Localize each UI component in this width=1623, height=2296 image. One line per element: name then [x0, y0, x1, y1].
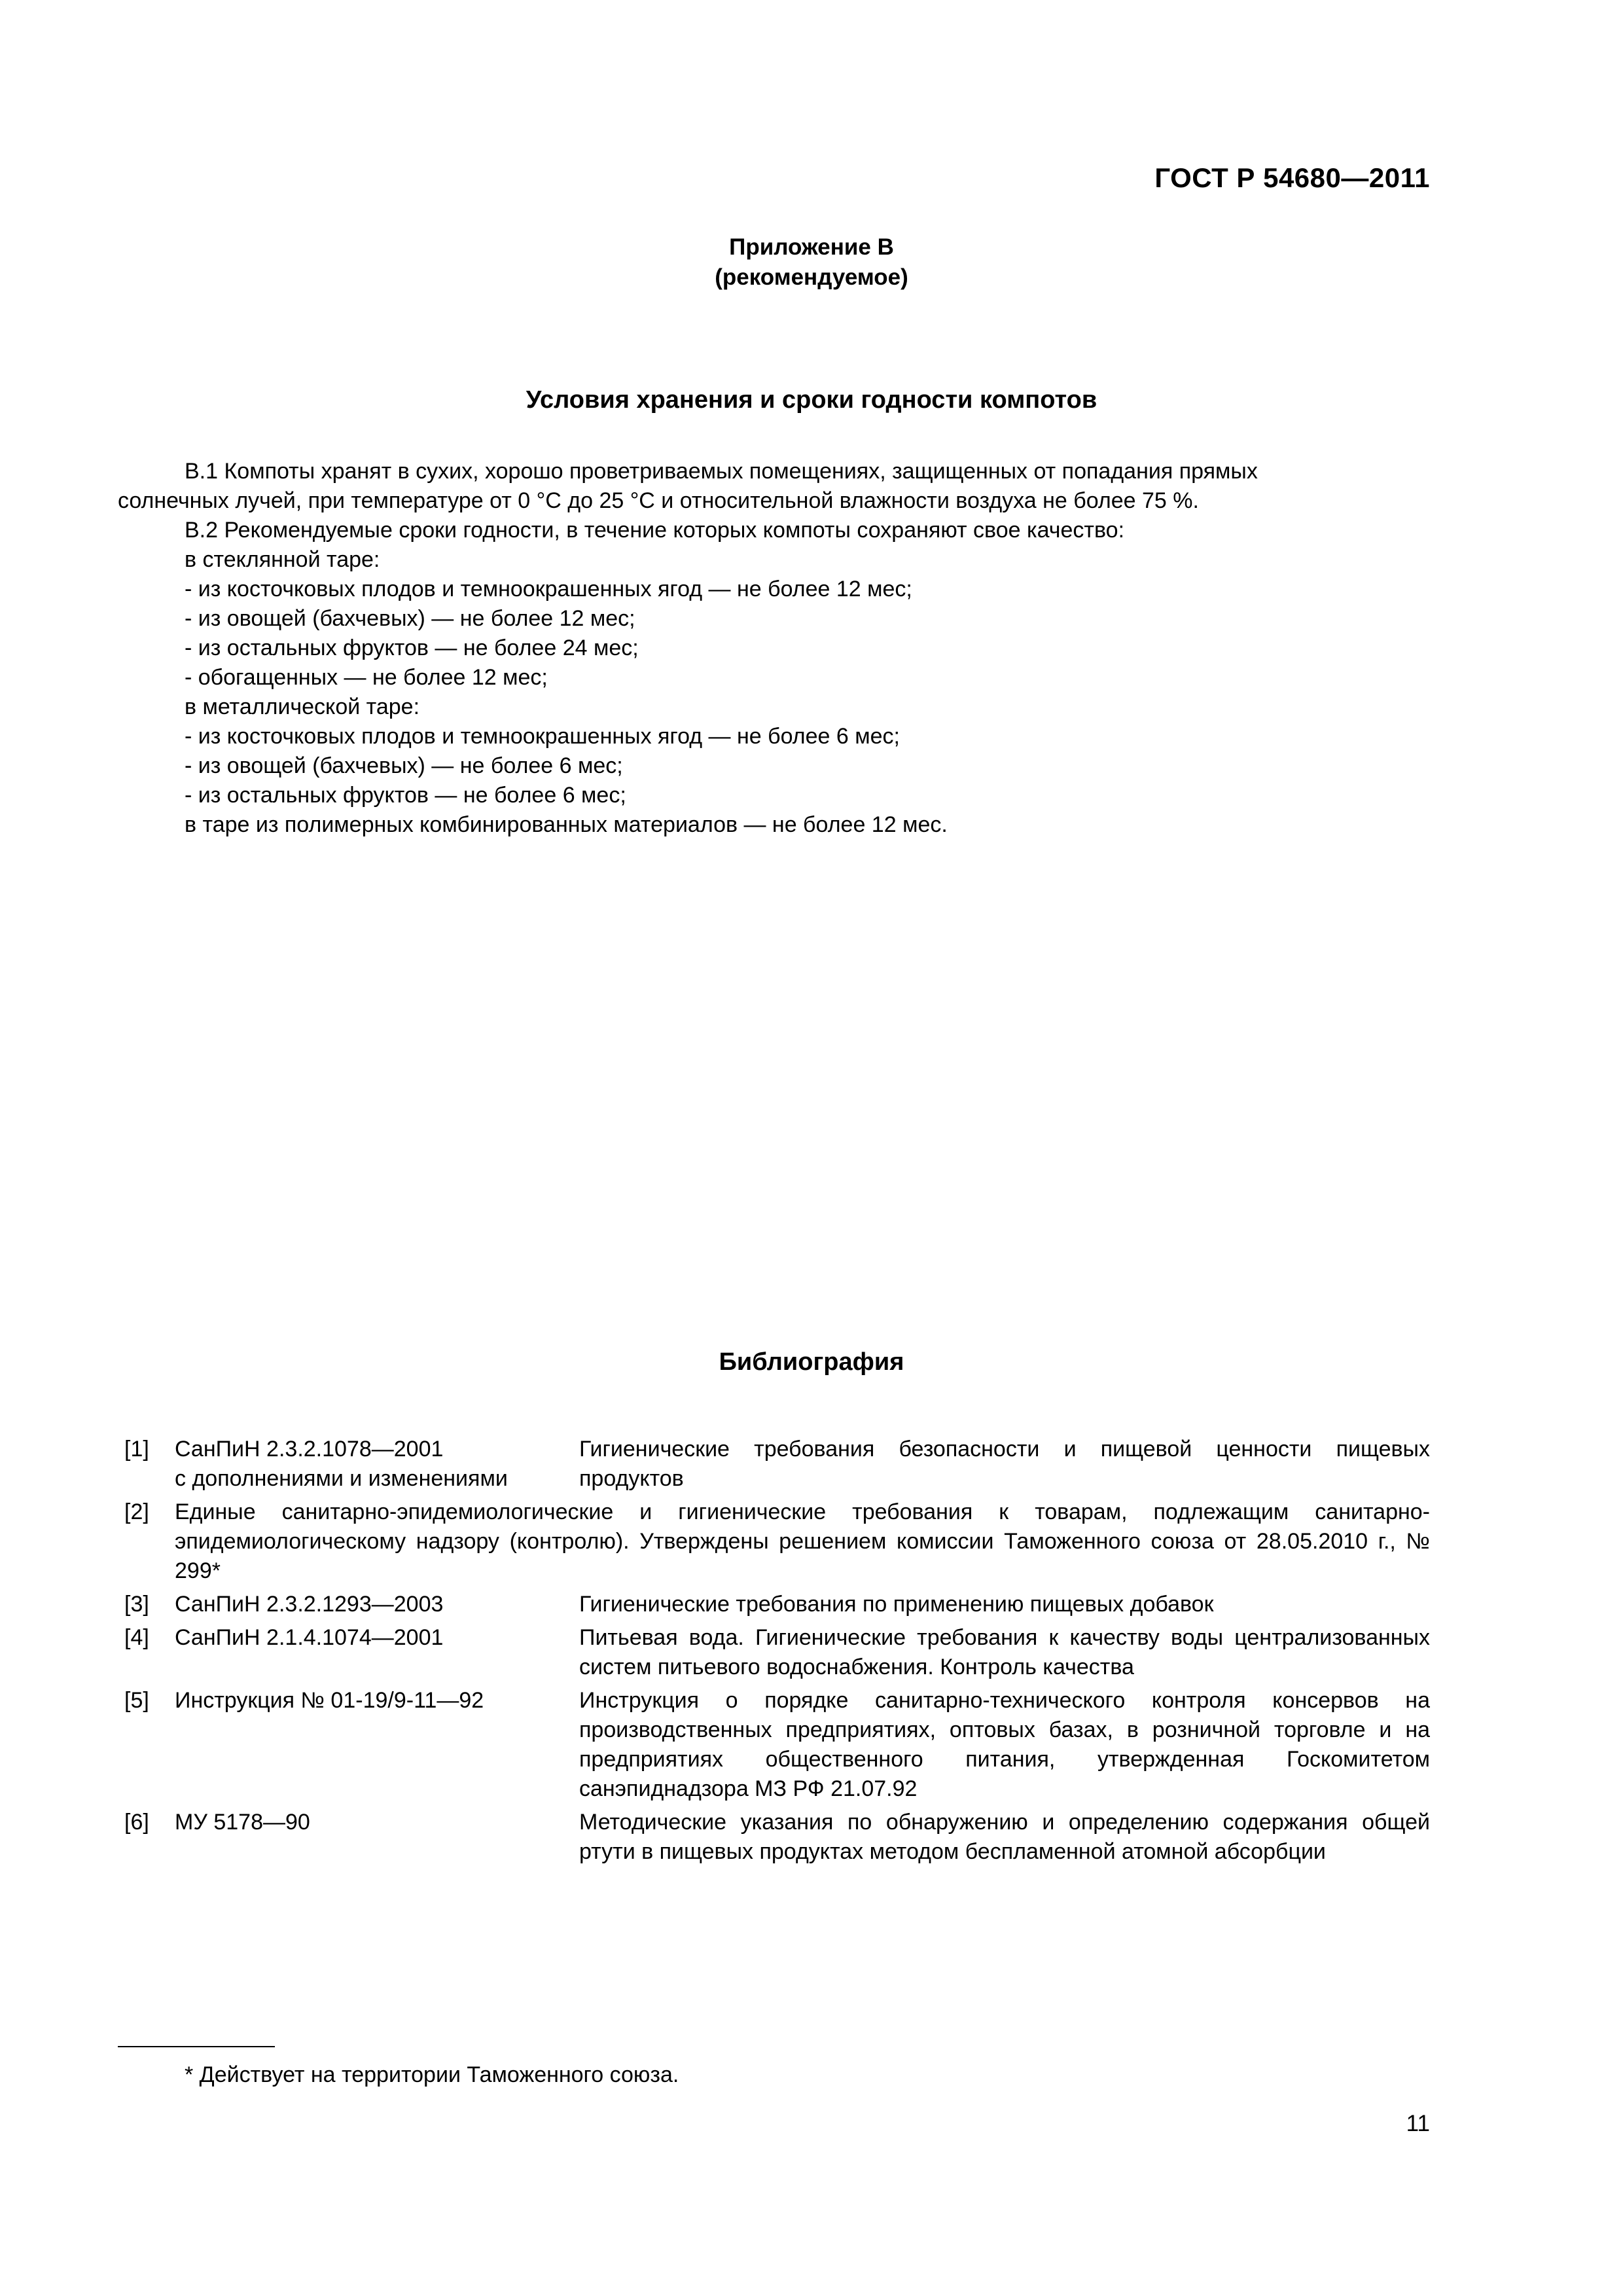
polymer-line: в таре из полимерных комбинированных материалов — не более 12 мес. [185, 812, 948, 837]
section-title: Условия хранения и сроки годности компотов [526, 386, 1097, 414]
paragraph-b2: В.2 Рекомендуемые сроки годности, в течение которых компоты сохраняют свое качество: [185, 518, 1125, 543]
entry-description: Инструкция о порядке санитарно-технического контроля консервов на производственных предприятиях, оптовых базах, в розничной торговле и на предприятиях общественного питания, утвержденная Госкомитетом санэпиднадзора МЗ РФ 21.07.92 [579, 1688, 1430, 1801]
list-item: - из косточковых плодов и темноокрашенных ягод — не более 6 мес; [185, 724, 900, 749]
entry-source: Инструкция № 01-19/9-11—92 [175, 1688, 484, 1713]
footnote: * Действует на территории Таможенного союза. [185, 2062, 679, 2087]
entry-number: [1] [124, 1437, 149, 1462]
bibliography-list [124, 1435, 1430, 1871]
glass-label: в стеклянной таре: [185, 547, 380, 572]
entry-description: Гигиенические требования безопасности и пищевой ценности пищевых продуктов [579, 1437, 1430, 1491]
entry-source-line: с дополнениями и изменениями [175, 1466, 508, 1491]
entry-source [175, 1435, 579, 1494]
annex-heading [0, 232, 1623, 293]
entry-number: [3] [124, 1592, 149, 1617]
list-item: - из остальных фруктов — не более 6 мес; [185, 783, 626, 808]
bibliography-title: Библиография [719, 1348, 904, 1376]
entry-source: СанПиН 2.3.2.1293—2003 [175, 1592, 444, 1617]
annex-title: Приложение В [729, 234, 894, 260]
entry-number: [4] [124, 1625, 149, 1650]
entry-number: [6] [124, 1810, 149, 1835]
entry-description: Питьевая вода. Гигиенические требования к качеству воды централизованных систем питьевого водоснабжения. Контроль качества [579, 1625, 1430, 1679]
entry-source: СанПиН 2.1.4.1074—2001 [175, 1625, 444, 1650]
bibliography-entry [124, 1435, 1430, 1494]
list-item: - из овощей (бахчевых) — не более 12 мес; [185, 606, 635, 631]
entry-number: [2] [124, 1499, 149, 1524]
entry-number: [5] [124, 1688, 149, 1713]
metal-label: в металлической таре: [185, 694, 420, 719]
paragraph-b1-line2: солнечных лучей, при температуре от 0 °С до 25 °С и относительной влажности воздуха не более 75 %. [118, 488, 1199, 513]
list-item: - из остальных фруктов — не более 24 мес; [185, 636, 639, 660]
entry-source: МУ 5178—90 [175, 1810, 310, 1835]
list-item: - из косточковых плодов и темноокрашенных ягод — не более 12 мес; [185, 577, 912, 601]
paragraph-b1-line1: В.1 Компоты хранят в сухих, хорошо проветриваемых помещениях, защищенных от попадания прямых [185, 459, 1258, 484]
list-item: - обогащенных — не более 12 мес; [185, 665, 548, 690]
bibliography-entry [124, 1623, 1430, 1682]
page-number: 11 [1406, 2111, 1430, 2136]
annex-status: (рекомендуемое) [715, 264, 908, 290]
entry-description: Гигиенические требования по применению пищевых добавок [579, 1592, 1214, 1617]
footnote-divider [118, 2046, 275, 2047]
bibliography-entry [124, 1686, 1430, 1804]
entry-source-line: СанПиН 2.3.2.1078—2001 [175, 1437, 444, 1462]
entry-description: Методические указания по обнаружению и определению содержания общей ртути в пищевых продуктах методом беспламенной атомной абсорбции [579, 1810, 1430, 1864]
bibliography-entry [124, 1498, 1430, 1586]
bibliography-entry [124, 1808, 1430, 1867]
document-id: ГОСТ Р 54680—2011 [1154, 162, 1430, 193]
bibliography-entry [124, 1590, 1430, 1619]
list-item: - из овощей (бахчевых) — не более 6 мес; [185, 753, 623, 778]
section-body [118, 457, 1446, 840]
entry-full-text: Единые санитарно-эпидемиологические и гигиенические требования к товарам, подлежащим санитарно-эпидемиологическому надзору (контролю). Утверждены решением комиссии Таможенного союза от 28.05.2010 г., № 299* [175, 1499, 1430, 1583]
